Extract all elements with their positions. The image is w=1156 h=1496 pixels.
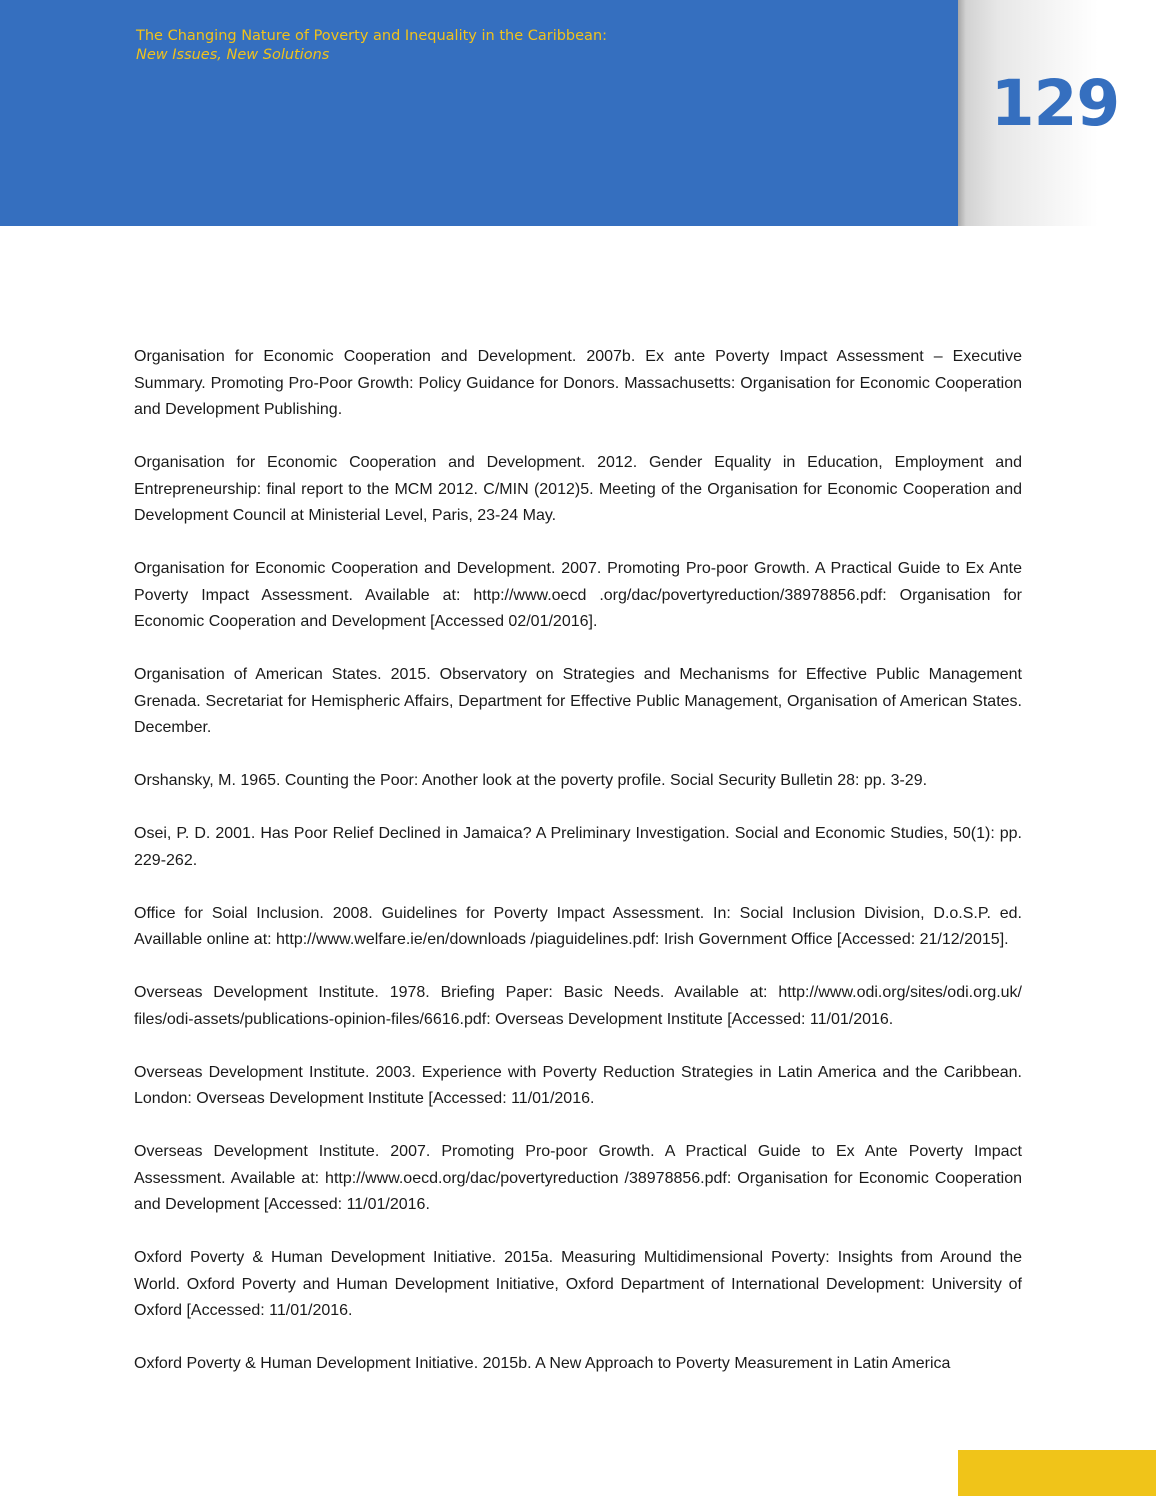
page-number: 129 — [990, 67, 1120, 140]
book-title: The Changing Nature of Poverty and Inequality in the Caribbean: — [136, 28, 608, 44]
running-header-title — [136, 27, 607, 65]
reference-entry: Organisation for Economic Cooperation and Development. 2007. Promoting Pro-poor Growth. A Practical Guide to Ex Ante Poverty Impact Assessment. Available at: http://www.oecd .org/dac/povertyreduction/38978856.pdf: Organisation for Economic Cooperation and Development [Accessed 02/01/2016]. — [134, 560, 1022, 630]
reference-entry: Overseas Development Institute. 1978. Briefing Paper: Basic Needs. Available at: http://www.odi.org/sites/odi.org.uk/ files/odi-assets/publications-opinion-files/6616.pdf: Overseas Development Institute [Accessed: 11/01/2016. — [134, 984, 1022, 1028]
reference-entry: Oxford Poverty & Human Development Initiative. 2015b. A New Approach to Poverty Measurement in Latin America — [134, 1355, 951, 1372]
reference-entry: Overseas Development Institute. 2003. Experience with Poverty Reduction Strategies in Latin America and the Caribbean. London: Overseas Development Institute [Accessed: 11/01/2016. — [134, 1063, 1022, 1107]
reference-entry: Overseas Development Institute. 2007. Promoting Pro-poor Growth. A Practical Guide to Ex Ante Poverty Impact Assessment. Available at: http://www.oecd.org/dac/povertyreduction /38978856.pdf: Organisation for Economic Cooperation and Development [Accessed: 11/01/2016. — [134, 1143, 1022, 1213]
reference-entry: Orshansky, M. 1965. Counting the Poor: Another look at the poverty profile. Social Security Bulletin 28: pp. 3-29. — [134, 772, 928, 789]
reference-entry: Organisation of American States. 2015. Observatory on Strategies and Mechanisms for Effective Public Management Grenada. Secretariat for Hemispheric Affairs, Department for Effective Public Management, Organisation of American States. December. — [134, 666, 1022, 736]
reference-entry: Organisation for Economic Cooperation and Development. 2007b. Ex ante Poverty Impact Assessment – Executive Summary. Promoting Pro-Poor Growth: Policy Guidance for Donors. Massachusetts: Organisation for Economic Cooperation and Development Publishing. — [134, 348, 1022, 418]
reference-entry: Oxford Poverty & Human Development Initiative. 2015a. Measuring Multidimensional Poverty: Insights from Around the World. Oxford Poverty and Human Development Initiative, Oxford Department of International Development: University of Oxford [Accessed: 11/01/2016. — [134, 1249, 1022, 1319]
reference-entry: Organisation for Economic Cooperation and Development. 2012. Gender Equality in Education, Employment and Entrepreneurship: final report to the MCM 2012. C/MIN (2012)5. Meeting of the Organisation for Economic Cooperation and Development Council at Ministerial Level, Paris, 23-24 May. — [134, 454, 1022, 524]
reference-entry: Osei, P. D. 2001. Has Poor Relief Declined in Jamaica? A Preliminary Investigation. Social and Economic Studies, 50(1): pp. 229-262. — [134, 825, 1022, 869]
header-band — [0, 0, 958, 226]
reference-entry: Office for Soial Inclusion. 2008. Guidelines for Poverty Impact Assessment. In: Social Inclusion Division, D.o.S.P. ed. Availlable online at: http://www.welfare.ie/en/downloads /piaguidelines.pdf: Irish Government Office [Accessed: 21/12/2015]. — [134, 904, 1022, 948]
footer-accent-block — [958, 1450, 1156, 1496]
book-subtitle: New Issues, New Solutions — [136, 47, 330, 63]
reference-list — [134, 344, 1022, 1404]
